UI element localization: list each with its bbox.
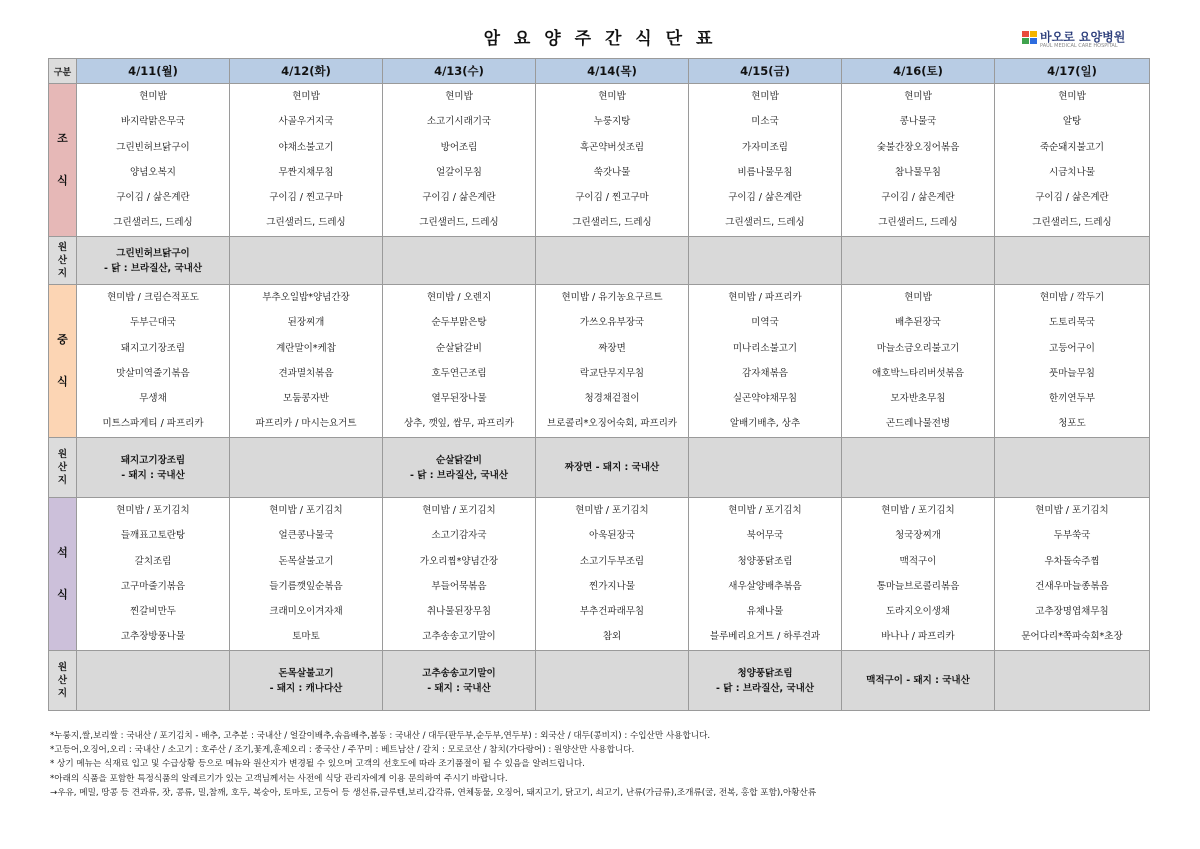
dinner-label	[49, 498, 77, 651]
menu-item: 청경채겉절이	[584, 393, 640, 405]
day-header: 4/12(화)	[230, 59, 383, 84]
menu-item: 한끼연두부	[1049, 393, 1095, 405]
day-header: 4/17(일)	[995, 59, 1150, 84]
dinner-day-cell	[536, 498, 689, 651]
menu-item: 소고기두부조림	[579, 555, 645, 567]
dinner-day-cell	[842, 498, 995, 651]
menu-item: 갈치조림	[134, 555, 172, 567]
menu-item: 비름나물무침	[737, 166, 793, 178]
lunch-label	[49, 285, 77, 438]
menu-item: 북어무국	[746, 530, 784, 542]
menu-item: 현미밥	[292, 91, 320, 102]
menu-item: 쑥갓나물	[593, 166, 631, 178]
menu-item: 맥적구이	[899, 555, 937, 567]
menu-item: 현미밥 / 포기김치	[269, 505, 343, 516]
lunch-day-cell	[383, 285, 536, 438]
menu-item: 그린샐러드, 드레싱	[725, 217, 805, 229]
dinner-label-char: 석	[57, 546, 68, 559]
menu-item: 된장찌개	[287, 317, 325, 329]
origin-label-char: 원	[57, 662, 68, 673]
menu-item: 아욱된장국	[589, 530, 635, 542]
menu-item: 부들어묵볶음	[431, 580, 487, 592]
logo-name: 바오로 요양병원	[1040, 30, 1126, 44]
menu-item: 두부근대국	[130, 317, 176, 329]
menu-item: 소고기감자국	[431, 530, 487, 542]
menu-item: 부추오일밥*양념간장	[262, 292, 350, 303]
menu-item: 현미밥	[598, 91, 626, 102]
menu-item: 현미밥	[904, 91, 932, 102]
origin-line: 맥적구이 - 돼지 : 국내산	[866, 675, 970, 686]
menu-item: 그린샐러드, 드레싱	[1032, 217, 1112, 229]
menu-item: 현미밥 / 유기농요구르트	[561, 292, 663, 303]
breakfast-day-cell	[689, 84, 842, 237]
dinner-origin-cell	[230, 651, 383, 711]
menu-item: 참나물무침	[895, 166, 941, 178]
menu-item: 취나물된장무침	[426, 606, 492, 618]
menu-item: 구이김 / 삶은계란	[422, 192, 496, 204]
origin-label-char: 산	[57, 462, 68, 473]
lunch-origin-cell	[995, 438, 1150, 498]
menu-item: 그린샐러드, 드레싱	[419, 217, 499, 229]
dinner-day-cell	[77, 498, 230, 651]
menu-item: 고추송송고기말이	[422, 631, 496, 643]
origin-line: - 돼지 : 캐나다산	[269, 682, 343, 694]
menu-item: 현미밥	[1058, 91, 1086, 102]
menu-item: 청국장찌개	[895, 530, 941, 542]
lunch-origin-cell	[842, 438, 995, 498]
breakfast-origin-row	[49, 237, 1150, 285]
lunch-origin-cell	[77, 438, 230, 498]
menu-item: 그린샐러드, 드레싱	[572, 217, 652, 229]
menu-item: 현미밥 / 포기김치	[1035, 505, 1109, 516]
breakfast-origin-cell	[842, 237, 995, 285]
origin-line: 그린빈허브닭구이	[116, 247, 190, 259]
menu-item: 참외	[602, 631, 622, 643]
menu-item: 구이김 / 삶은계란	[116, 192, 190, 204]
lunch-origin-cell	[536, 438, 689, 498]
menu-item: 도라지오이생채	[885, 606, 951, 618]
origin-line: 고추송송고기말이	[422, 667, 496, 679]
lunch-day-cell	[230, 285, 383, 438]
menu-item: 찐가지나물	[589, 580, 635, 592]
menu-item: 콩나물국	[899, 116, 937, 128]
menu-item: 맛살미역줄기볶음	[116, 367, 190, 379]
menu-item: 얼갈이무침	[436, 166, 482, 178]
dinner-origin-row	[49, 651, 1150, 711]
gubun-header: 구분	[49, 59, 77, 84]
menu-item: 그린샐러드, 드레싱	[266, 217, 346, 229]
breakfast-day-cell	[230, 84, 383, 237]
menu-item: 블루베리요거트 / 하루견과	[709, 631, 821, 643]
menu-item: 유채나물	[746, 606, 784, 618]
menu-item: 견과멸치볶음	[278, 367, 334, 379]
menu-item: 짜장면	[598, 342, 626, 354]
dinner-day-cell	[230, 498, 383, 651]
breakfast-label-char: 식	[57, 174, 68, 187]
menu-item: 그린샐러드, 드레싱	[113, 217, 193, 229]
menu-item: 열무된장나물	[431, 393, 487, 405]
menu-item: 구이김 / 삶은계란	[881, 192, 955, 204]
menu-item: 토마토	[292, 631, 320, 643]
menu-item: 크래미오이겨자채	[269, 606, 343, 618]
menu-item: 마늘소금오리불고기	[876, 342, 960, 354]
menu-item: 사골우거지국	[278, 116, 334, 128]
menu-item: 그린샐러드, 드레싱	[878, 217, 958, 229]
lunch-day-cell	[995, 285, 1150, 438]
origin-line: - 돼지 : 국내산	[427, 682, 491, 694]
dinner-origin-cell	[77, 651, 230, 711]
menu-item: 무짠지채무침	[278, 166, 334, 178]
lunch-origin-label	[49, 438, 77, 498]
menu-item: 현미밥 / 포기김치	[881, 505, 955, 516]
menu-item: 구이김 / 삶은계란	[1035, 192, 1109, 204]
menu-item: 현미밥	[904, 292, 932, 303]
origin-line: 청양풍닭조림	[737, 667, 793, 679]
menu-item: 현미밥 / 깍두기	[1039, 292, 1105, 303]
menu-item: 누룽지탕	[593, 116, 631, 128]
menu-item: 현미밥	[445, 91, 473, 102]
breakfast-label-char: 조	[57, 132, 68, 145]
menu-item: 순살닭갈비	[436, 342, 482, 354]
lunch-day-cell	[689, 285, 842, 438]
breakfast-origin-cell	[995, 237, 1150, 285]
menu-item: 죽순돼지불고기	[1039, 141, 1105, 153]
menu-item: 들기름깻잎순볶음	[269, 580, 343, 592]
day-header: 4/13(수)	[383, 59, 536, 84]
menu-item: 파프리카 / 마시는요거트	[255, 418, 357, 430]
dinner-day-cell	[995, 498, 1150, 651]
lunch-origin-row	[49, 438, 1150, 498]
menu-item: 도토리묵국	[1049, 317, 1095, 329]
origin-line: - 닭 : 브라질산, 국내산	[104, 262, 202, 274]
menu-item: 청포도	[1058, 418, 1086, 430]
menu-item: 현미밥 / 포기김치	[575, 505, 649, 516]
menu-item: 야채소불고기	[278, 141, 334, 153]
menu-item: 그린빈허브닭구이	[116, 141, 190, 153]
menu-item: 알배기배추, 상추	[729, 418, 801, 430]
menu-item: 애호박느타리버섯볶음	[872, 367, 964, 379]
day-header: 4/14(목)	[536, 59, 689, 84]
breakfast-day-cell	[383, 84, 536, 237]
menu-item: 배추된장국	[895, 317, 941, 329]
menu-item: 바지락맑은무국	[120, 116, 186, 128]
origin-line: 돼지고기장조림	[120, 454, 186, 466]
note-line: *아래의 식품을 포함한 특정식품의 알레르기가 있는 고객님께서는 사전에 식당 관리자에게 이용 문의하여 주시기 바랍니다.	[50, 773, 508, 784]
menu-item: 소고기시래기국	[426, 116, 492, 128]
origin-label-char: 산	[57, 255, 68, 266]
menu-item: 가쓰오유부장국	[579, 317, 645, 329]
dinner-day-cell	[383, 498, 536, 651]
lunch-label-char: 식	[57, 375, 68, 388]
lunch-row	[49, 285, 1150, 438]
dinner-origin-label	[49, 651, 77, 711]
menu-item: 바나나 / 파프리카	[881, 631, 955, 643]
menu-item: 우차돌숙주찜	[1044, 555, 1100, 567]
menu-item: 현미밥 / 오렌지	[426, 292, 492, 303]
lunch-day-cell	[536, 285, 689, 438]
menu-item: 고구마줄기볶음	[120, 580, 186, 592]
breakfast-origin-cell	[230, 237, 383, 285]
dinner-row	[49, 498, 1150, 651]
note-line: * 상기 메뉴는 식재료 입고 및 수급상황 등으로 메뉴와 원산지가 변경될 수 있으며 고객의 선호도에 따라 조기품절이 될 수 있음을 알려드립니다.	[50, 759, 585, 770]
origin-label-char: 지	[57, 688, 68, 699]
menu-item: 방어조림	[440, 141, 478, 153]
menu-item: 락교단무지무침	[579, 367, 645, 379]
menu-item: 모둠콩자반	[283, 393, 329, 405]
menu-item: 브로콜리*오징어숙회, 파프리카	[546, 418, 678, 430]
origin-line: 짜장면 - 돼지 : 국내산	[564, 462, 660, 473]
origin-label-char: 원	[57, 449, 68, 460]
menu-item: 통마늘브로콜리볶음	[876, 580, 960, 592]
breakfast-origin-cell	[689, 237, 842, 285]
menu-item: 순두부맑은탕	[431, 317, 487, 329]
lunch-day-cell	[842, 285, 995, 438]
menu-item: 흑곤약버섯조림	[579, 141, 645, 153]
menu-item: 미트스파게티 / 파프리카	[102, 418, 204, 430]
hospital-logo	[1022, 28, 1142, 52]
lunch-day-cell	[77, 285, 230, 438]
origin-line: - 닭 : 브라질산, 국내산	[716, 682, 814, 694]
dinner-origin-cell	[383, 651, 536, 711]
menu-item: 현미밥 / 포기김치	[116, 505, 190, 516]
menu-item: 숯불간장오징어볶음	[876, 141, 960, 153]
menu-item: 풋마늘무침	[1049, 367, 1095, 379]
origin-line: 돈목살불고기	[278, 667, 334, 679]
logo-subtitle: PAUL MEDICAL CARE HOSPITAL	[1040, 43, 1118, 49]
breakfast-origin-cell	[383, 237, 536, 285]
day-header: 4/15(금)	[689, 59, 842, 84]
menu-item: 부추건파래무침	[579, 606, 645, 618]
menu-item: 알탕	[1062, 116, 1082, 128]
menu-item: 현미밥 / 파프리카	[728, 292, 802, 303]
breakfast-origin-cell	[536, 237, 689, 285]
breakfast-origin-label	[49, 237, 77, 285]
menu-item: 찐갈비만두	[130, 606, 176, 618]
note-line: *누룽지,쌀,보리쌀 : 국내산 / 포기김치 - 배추, 고추분 : 국내산 / 얼갈이배추,솎음배추,봄동 : 국내산 / 대두(판두부,순두부,연두부) : 외국산 / 대두(콩비지) : 수입산만 사용합니다.	[50, 731, 711, 741]
menu-item: 건새우마늘종볶음	[1035, 580, 1109, 592]
menu-item: 미소국	[751, 116, 779, 128]
breakfast-day-cell	[842, 84, 995, 237]
breakfast-day-cell	[995, 84, 1150, 237]
origin-label-char: 원	[57, 242, 68, 253]
menu-item: 모자반초무침	[890, 393, 946, 405]
menu-item: 무생채	[139, 393, 167, 405]
logo-mark-icon	[1022, 31, 1038, 45]
breakfast-label	[49, 84, 77, 237]
menu-item: 돼지고기장조림	[120, 342, 186, 354]
menu-item: 현미밥 / 포기김치	[422, 505, 496, 516]
page-title: 암 요 양 주 간 식 단 표	[483, 29, 717, 49]
lunch-origin-cell	[230, 438, 383, 498]
breakfast-row	[49, 84, 1150, 237]
menu-item: 시금치나물	[1049, 166, 1095, 178]
lunch-label-char: 중	[57, 333, 68, 346]
dinner-origin-cell	[842, 651, 995, 711]
menu-item: 실곤약야채무침	[732, 393, 798, 405]
origin-line: - 닭 : 브라질산, 국내산	[410, 469, 508, 481]
menu-item: 곤드레나물전병	[885, 418, 951, 430]
menu-item: 호두연근조림	[431, 367, 487, 379]
menu-item: 고추장방풍나물	[120, 631, 186, 643]
menu-item: 고추장명엽채무침	[1035, 606, 1109, 618]
breakfast-origin-cell	[77, 237, 230, 285]
origin-line: - 돼지 : 국내산	[121, 469, 185, 481]
menu-item: 현미밥	[139, 91, 167, 102]
dinner-origin-cell	[689, 651, 842, 711]
breakfast-day-cell	[77, 84, 230, 237]
breakfast-day-cell	[536, 84, 689, 237]
menu-item: 구이김 / 찐고구마	[269, 192, 343, 204]
menu-item: 상추, 깻잎, 쌈무, 파프리카	[404, 418, 514, 430]
lunch-origin-cell	[689, 438, 842, 498]
dinner-origin-cell	[536, 651, 689, 711]
menu-item: 문어다리*쪽파숙회*초장	[1021, 631, 1123, 643]
notes	[50, 729, 1150, 800]
dinner-origin-cell	[995, 651, 1150, 711]
header-row	[49, 59, 1150, 84]
menu-item: 얼큰콩나물국	[278, 530, 334, 542]
menu-item: 현미밥 / 포기김치	[728, 505, 802, 516]
menu-item: 고등어구이	[1049, 342, 1095, 354]
menu-item: 현미밥 / 크림슨적포도	[107, 292, 199, 303]
origin-label-char: 지	[57, 268, 68, 279]
day-header: 4/16(토)	[842, 59, 995, 84]
menu-item: 구이김 / 찐고구마	[575, 192, 649, 204]
menu-item: 계란말이*케찹	[276, 342, 336, 354]
note-line: *고등어,오징어,오리 : 국내산 / 소고기 : 호주산 / 조기,꽃게,훈제오리 : 중국산 / 주꾸미 : 베트남산 / 갈치 : 모로코산 / 참치(가다랑어) : 원양산만 사용합니다.	[50, 745, 635, 756]
menu-item: 구이김 / 삶은계란	[728, 192, 802, 204]
origin-label-char: 지	[57, 475, 68, 486]
menu-item: 돈목살불고기	[278, 555, 334, 567]
dinner-day-cell	[689, 498, 842, 651]
dinner-label-char: 식	[57, 588, 68, 601]
menu-item: 두부쑥국	[1053, 530, 1091, 542]
note-line: →우유, 메밀, 땅콩 등 견과류, 잣, 콩류, 밀,참깨, 호두, 복숭아, 토마토, 고등어 등 생선류,글루텐,보리,갑각류, 연체동물, 오징어, 돼지고기, 닭고기, 쇠고기, 난류(가금류),조개류(굴, 전복, 홍합 포함),아황산류	[50, 787, 817, 798]
weekly-menu-table	[48, 58, 1150, 711]
menu-item: 미역국	[751, 317, 779, 329]
menu-item: 미나리소불고기	[732, 342, 798, 354]
origin-line: 순살닭갈비	[436, 454, 482, 466]
menu-item: 양념오복지	[130, 166, 176, 178]
menu-item: 새우살양배추볶음	[728, 580, 802, 592]
origin-label-char: 산	[57, 675, 68, 686]
menu-item: 가자미조림	[742, 141, 788, 153]
menu-item: 현미밥	[751, 91, 779, 102]
menu-item: 들깨표고토란탕	[120, 530, 186, 542]
day-header: 4/11(월)	[77, 59, 230, 84]
lunch-origin-cell	[383, 438, 536, 498]
menu-item: 가오리찜*양념간장	[419, 555, 499, 567]
menu-item: 감자채볶음	[742, 367, 788, 379]
menu-item: 청양풍닭조림	[737, 555, 793, 567]
